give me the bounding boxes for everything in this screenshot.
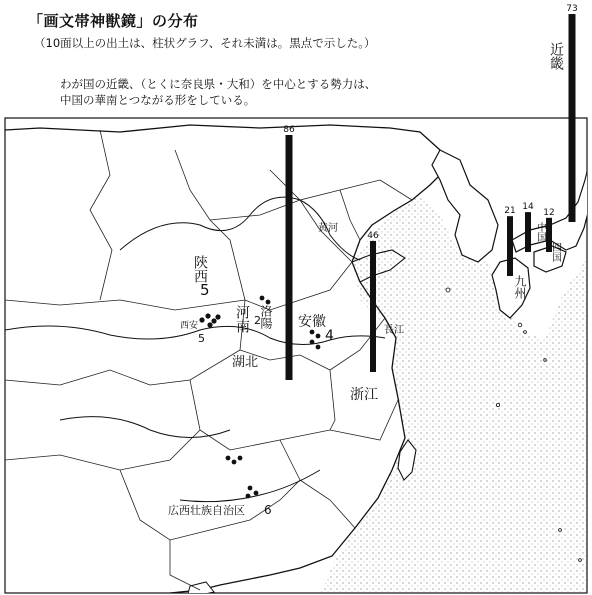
label-xian: 西安 — [180, 321, 199, 331]
label-anhui-count: 4 — [325, 328, 334, 344]
bar-kinki — [569, 14, 576, 222]
label-guangxi-count: 6 — [264, 503, 272, 517]
label-luoyang: 洛陽 — [259, 305, 273, 329]
bar-chugoku — [525, 212, 531, 252]
label-shaanxi-count: 5 — [200, 281, 210, 299]
label-kyushu: 九州 — [513, 275, 527, 299]
bar-value-shikoku: 12 — [543, 207, 555, 218]
figure-title: 「画文帯神獣鏡」の分布 — [28, 12, 199, 30]
label-shikoku: 四国 — [549, 242, 561, 262]
bar-value-chugoku: 14 — [522, 202, 534, 213]
bar-zhejiang — [370, 241, 376, 372]
province-boundaries — [5, 130, 412, 590]
figure-subtitle: （10面以上の出土は、柱状グラフ、それ未満は。黒点で示した。） — [34, 36, 376, 50]
label-xian-count: 5 — [198, 332, 205, 345]
label-chugoku: 中国 — [534, 222, 546, 242]
label-zhejiang: 浙江 — [350, 387, 378, 403]
label-anhui: 安徽 — [298, 314, 326, 330]
label-shaanxi: 陝西 — [192, 255, 208, 283]
rivers — [5, 197, 385, 502]
bar-value-hubei: 86 — [283, 125, 295, 135]
description-line-2: 中国の華南とつながる形をしている。 — [60, 93, 256, 107]
label-guangxi: 広西壮族自治区 — [168, 504, 245, 517]
description-line-1: わが国の近畿、（とくに奈良県・大和）を中心とする勢力は、 — [60, 77, 377, 91]
label-luoyang-count: 2 — [254, 314, 261, 327]
bar-hubei — [286, 135, 293, 380]
bar-kyushu — [507, 216, 513, 276]
label-huanghe: 黄河 — [318, 223, 338, 234]
bar-value-zhejiang: 46 — [367, 230, 379, 241]
bar-value-kinki: 73 — [566, 4, 578, 15]
label-hubei: 湖北 — [232, 355, 259, 370]
bar-value-kyushu: 21 — [504, 206, 516, 217]
label-changjiang: 長江 — [384, 325, 404, 336]
label-henan: 河南 — [234, 305, 250, 333]
label-kinki: 近畿 — [548, 42, 564, 70]
